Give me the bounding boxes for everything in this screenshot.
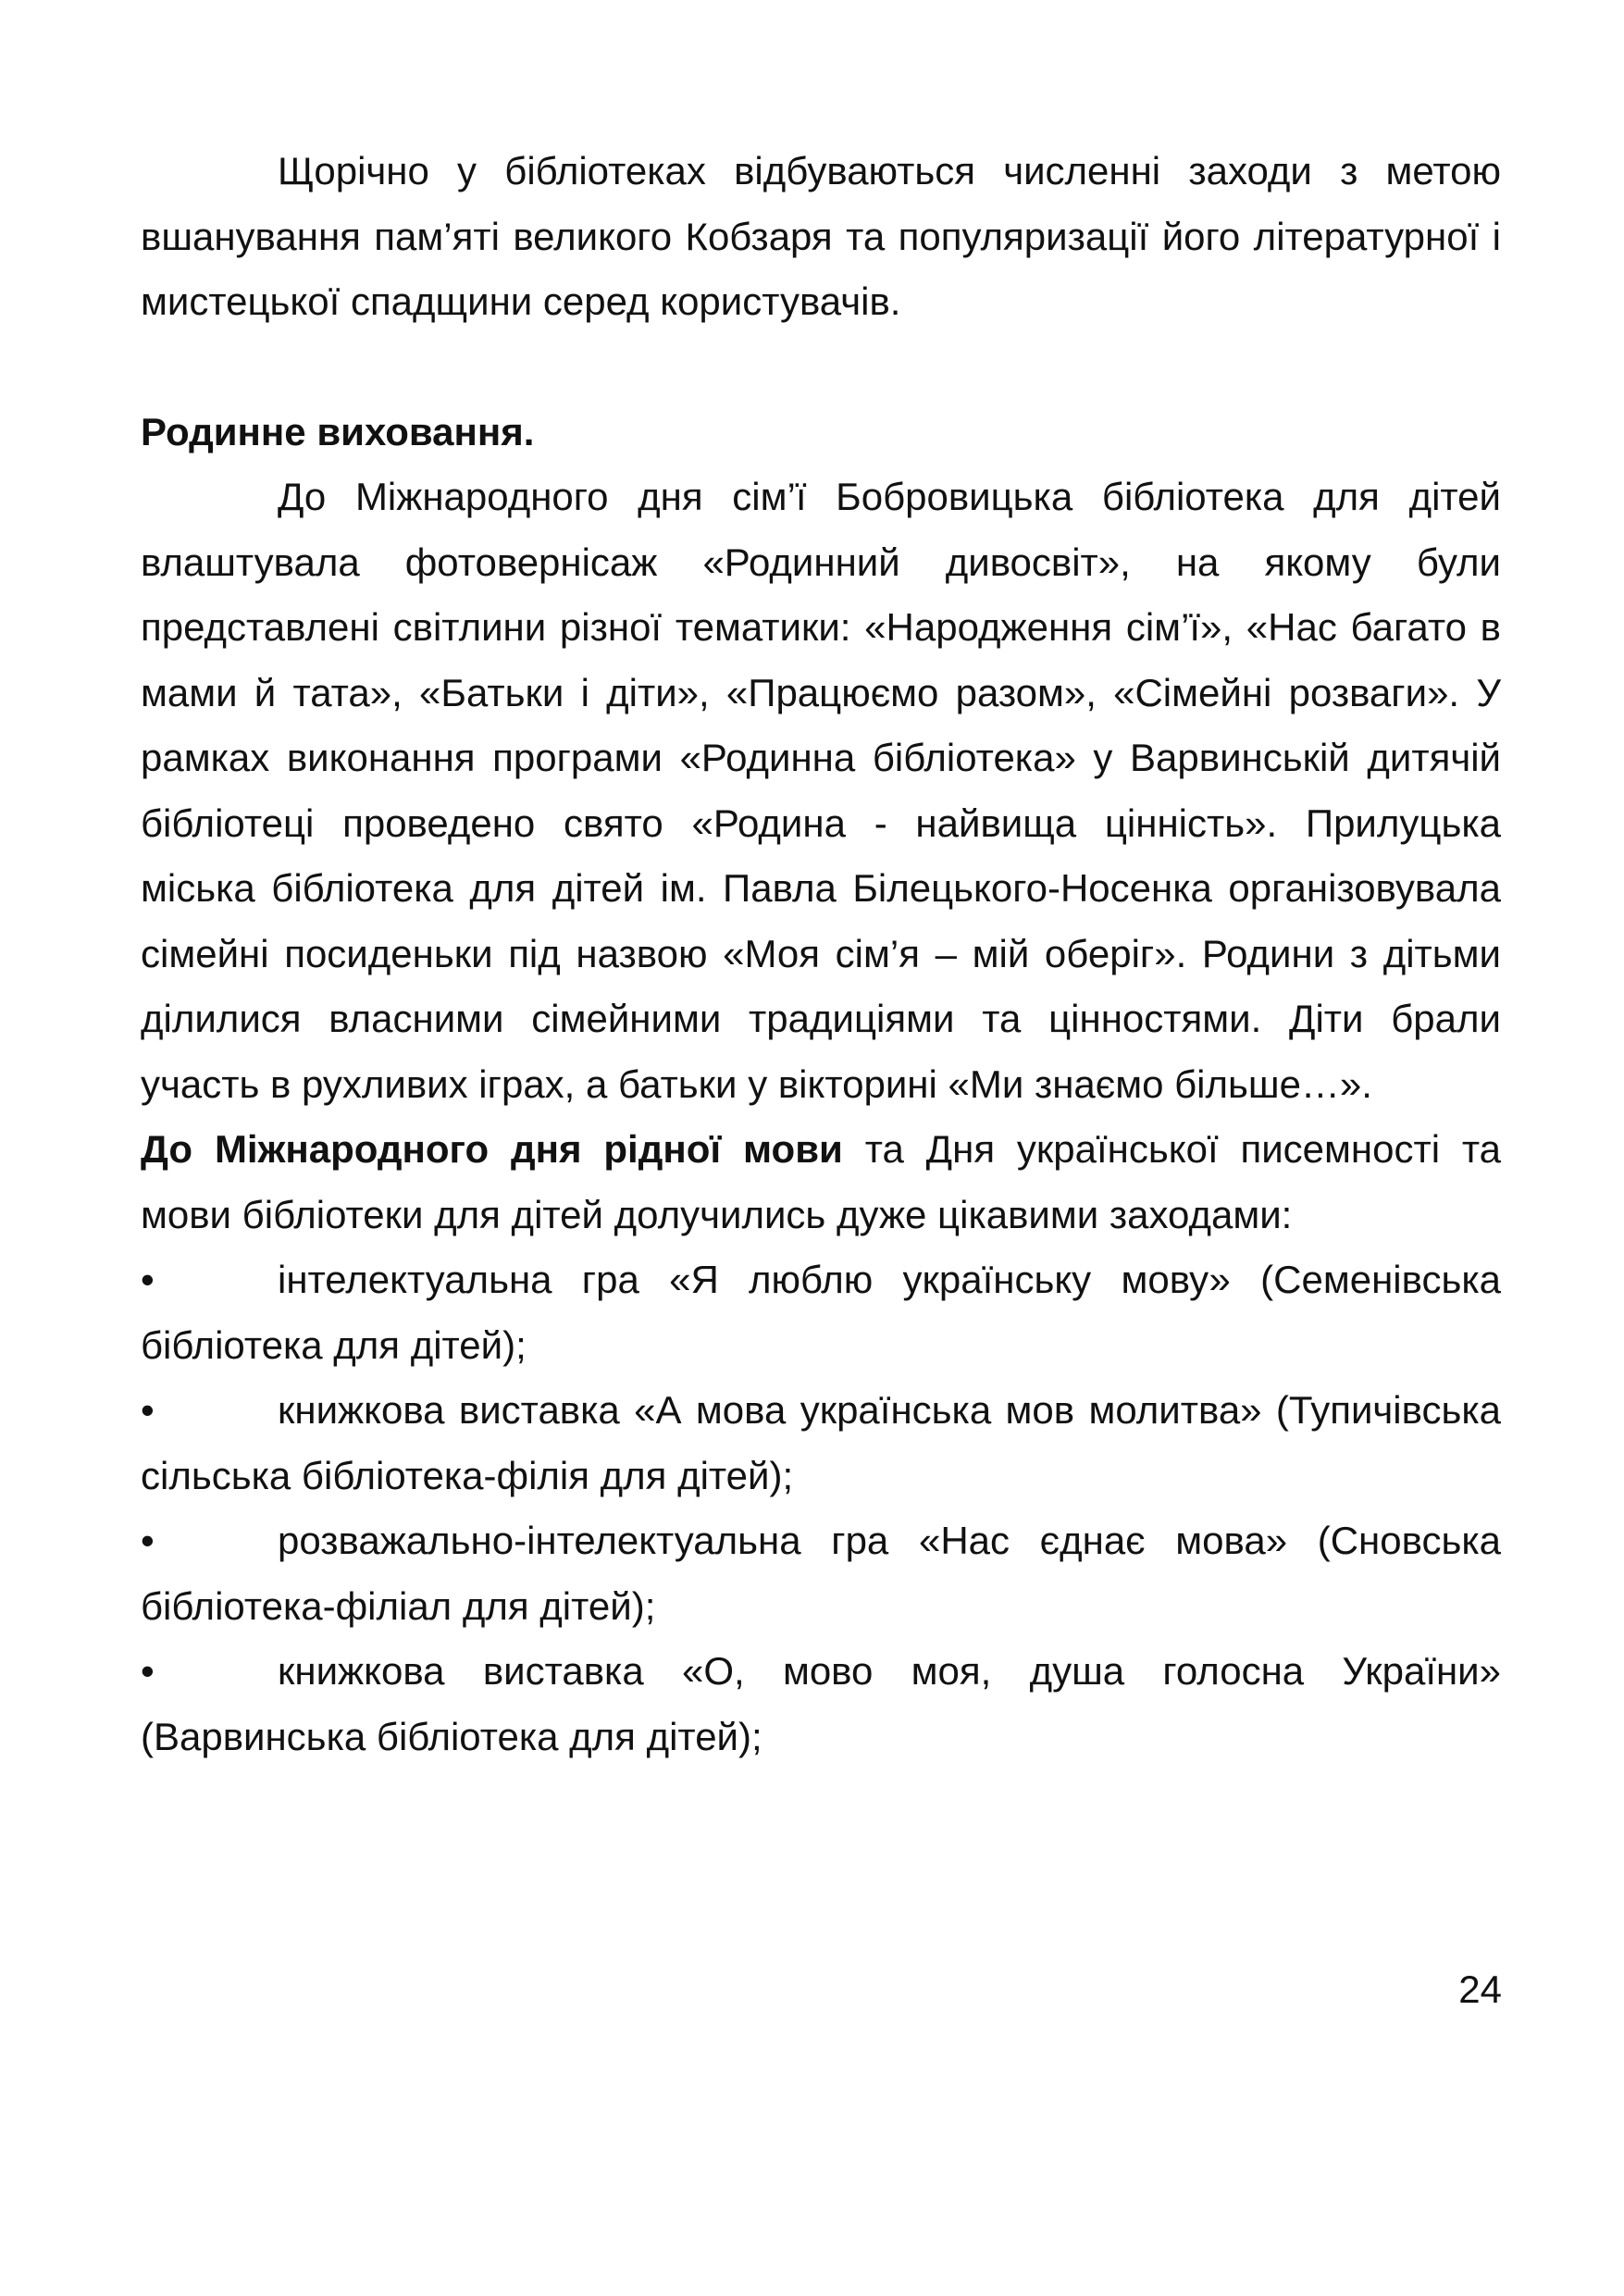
language-lead-rest: та Дня української писемності та мови бібліотеки для дітей долучились дуже цікавими заходами:: [141, 1127, 1502, 1236]
page-number: 24: [1458, 1967, 1502, 2011]
bullet-icon: •: [141, 1649, 155, 1693]
list-item: [141, 1378, 1501, 1508]
bullet-icon: •: [141, 1258, 155, 1301]
intro-paragraph: Щорічно у бібліотеках відбуваються численні заходи з метою вшанування пам’яті великого Кобзаря та популяризації його літературної і мистецької спадщини серед користувачів.: [141, 149, 1501, 323]
list-item-text: книжкова виставка «О, мово моя, душа голосна України» (Варвинська бібліотека для дітей);: [141, 1649, 1501, 1758]
bullet-icon: •: [141, 1388, 155, 1432]
list-item: [141, 1247, 1501, 1378]
document-page: [141, 139, 1501, 1769]
paragraph-gap: [141, 335, 1501, 400]
language-paragraph: [141, 1117, 1501, 1247]
language-lead-bold: До Міжнародного дня рідної мови: [141, 1127, 843, 1171]
list-item-text: інтелектуальна гра «Я люблю українську мову» (Семенівська бібліотека для дітей);: [141, 1258, 1501, 1367]
section-heading: Родинне виховання.: [141, 409, 535, 453]
family-paragraph: До Міжнародного дня сім’ї Бобровицька бібліотека для дітей влаштувала фотовернісаж «Родинний дивосвіт», на якому були представлені світлини різної тематики: «Народження сім’ї», «Нас багато в мами й тата», «Батьки і діти», «Працюємо разом», «Сімейні розваги». У рамках виконання програми «Родинна бібліотека» у Варвинській дитячій бібліотеці проведено свято «Родина - найвища цінність». Прилуцька міська бібліотека для дітей ім. Павла Білецького-Носенка організовувала сімейні посиденьки під назвою «Моя сім’я – мій оберіг». Родини з дітьми ділилися власними сімейними традиціями та цінностями. Діти брали участь в рухливих іграх, а батьки у вікторині «Ми знаємо більше…».: [141, 475, 1501, 1106]
list-item-text: книжкова виставка «А мова українська мов молитва» (Тупичівська сільська бібліотека-філія для дітей);: [141, 1388, 1501, 1497]
list-item: [141, 1639, 1501, 1769]
bullet-icon: •: [141, 1519, 155, 1562]
list-item-text: розважально-інтелектуальна гра «Нас єднає мова» (Сновська бібліотека-філіал для дітей);: [141, 1519, 1501, 1628]
list-item: [141, 1508, 1501, 1639]
